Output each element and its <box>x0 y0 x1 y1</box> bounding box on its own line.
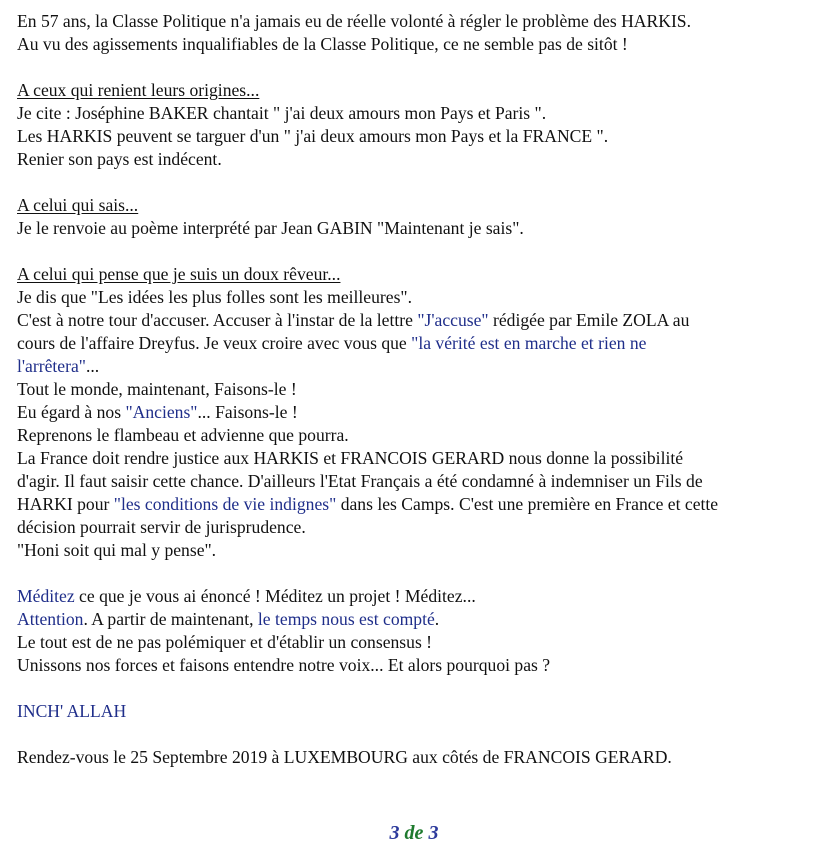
paragraph-line: Les HARKIS peuvent se targuer d'un " j'ai deux amours mon Pays et la FRANCE ". <box>17 126 609 146</box>
paragraph-line: Unissons nos forces et faisons entendre notre voix... Et alors pourquoi pas ? <box>17 655 551 675</box>
page-total: 3 <box>428 822 439 844</box>
spacer <box>17 723 817 746</box>
text-run: dans les Camps. C'est une première en France et cette <box>336 494 719 514</box>
spacer <box>17 677 817 700</box>
paragraph-line: décision pourrait servir de jurisprudence. <box>17 517 306 537</box>
quote-jaccuse: "J'accuse" <box>417 310 489 330</box>
paragraph-line: "Honi soit qui mal y pense". <box>17 540 217 560</box>
page-indicator <box>0 822 828 845</box>
heading-text: A celui qui sais... <box>17 195 139 215</box>
page-number: 3 <box>389 822 400 844</box>
paragraph-line: En 57 ans, la Classe Politique n'a jamais eu de réelle volonté à régler le problème des HARKIS. <box>17 11 691 31</box>
paragraph-line: Renier son pays est indécent. <box>17 149 222 169</box>
emphasis-temps: le temps nous est compté <box>257 609 435 629</box>
paragraph-line: Je dis que "Les idées les plus folles sont les meilleures". <box>17 287 413 307</box>
paragraph-line: d'agir. Il faut saisir cette chance. D'ailleurs l'Etat Français a été condamné à indemniser un Fils de <box>17 471 703 491</box>
text-run: ... <box>85 356 100 376</box>
heading-text: A ceux qui renient leurs origines... <box>17 80 260 100</box>
quote-verite: "la vérité est en marche et rien ne <box>411 333 647 353</box>
spacer <box>17 562 817 585</box>
inch-allah: INCH' ALLAH <box>17 701 127 721</box>
paragraph-line <box>17 309 817 332</box>
text-run: C'est à notre tour d'accuser. Accuser à l'instar de la lettre <box>17 310 418 330</box>
paragraph-line: Le tout est de ne pas polémiquer et d'établir un consensus ! <box>17 632 433 652</box>
section-heading-dreamer <box>17 263 817 286</box>
paragraph-line: Reprenons le flambeau et advienne que pourra. <box>17 425 349 445</box>
paragraph-line: Je cite : Joséphine BAKER chantait " j'ai deux amours mon Pays et Paris ". <box>17 103 547 123</box>
heading-text: A celui qui pense que je suis un doux rêveur... <box>17 264 341 284</box>
text-run: . A partir de maintenant, <box>83 609 258 629</box>
section-heading-origins <box>17 79 817 102</box>
text-run: HARKI pour <box>17 494 114 514</box>
section-heading-knows <box>17 194 817 217</box>
spacer <box>17 56 817 79</box>
text-run: rédigée par Emile ZOLA au <box>488 310 690 330</box>
text-run: cours de l'affaire Dreyfus. Je veux croire avec vous que <box>17 333 412 353</box>
emphasis-attention: Attention <box>17 609 84 629</box>
paragraph-line <box>17 332 817 355</box>
spacer <box>17 240 817 263</box>
page-of: de <box>404 822 424 844</box>
spacer <box>17 171 817 194</box>
paragraph-line: Tout le monde, maintenant, Faisons-le ! <box>17 379 297 399</box>
paragraph-line <box>17 493 817 516</box>
paragraph-line <box>17 585 817 608</box>
paragraph-line <box>17 401 817 424</box>
text-run: . <box>434 609 440 629</box>
quote-anciens: "Anciens" <box>125 402 198 422</box>
quote-verite-end: l'arrêtera" <box>17 356 86 376</box>
paragraph-line: Je le renvoie au poème interprété par Jean GABIN "Maintenant je sais". <box>17 218 524 238</box>
paragraph-line <box>17 608 817 631</box>
rendezvous-line: Rendez-vous le 25 Septembre 2019 à LUXEMBOURG aux côtés de FRANCOIS GERARD. <box>17 747 672 767</box>
emphasis-meditez: Méditez <box>17 586 75 606</box>
paragraph-line: La France doit rendre justice aux HARKIS et FRANCOIS GERARD nous donne la possibilité <box>17 448 684 468</box>
text-run: Eu égard à nos <box>17 402 126 422</box>
paragraph-line <box>17 355 817 378</box>
quote-conditions: "les conditions de vie indignes" <box>113 494 337 514</box>
text-run: ... Faisons-le ! <box>197 402 298 422</box>
letter-body <box>17 10 817 769</box>
paragraph-line: Au vu des agissements inqualifiables de la Classe Politique, ce ne semble pas de sitôt ! <box>17 34 628 54</box>
text-run: ce que je vous ai énoncé ! Méditez un projet ! Méditez... <box>74 586 476 606</box>
